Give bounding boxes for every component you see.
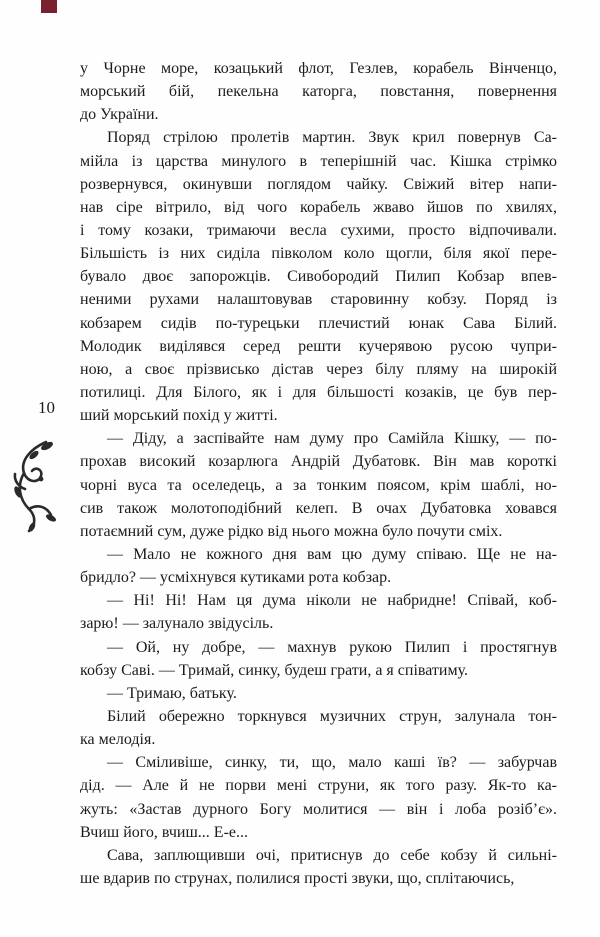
text-line: дід. — Але й не порви мені струни, як того разу. Як-то ка- [80,777,557,795]
text-line: — Ой, ну добре, — махнув рукою Пилип і простягнув [107,638,557,656]
floral-flourish-icon [10,437,58,535]
paragraph [80,126,557,427]
paragraph [80,682,557,705]
text-line: — Мало не кожного дня вам цю думу співаю. Ще не на- [107,545,557,563]
text-block [80,57,557,890]
text-line: ший морський похід у житті. [80,407,278,425]
paragraph [80,844,557,890]
bookmark-ribbon [41,0,57,13]
paragraph [80,57,557,126]
text-line: Більшість із них сиділа півколом коло щогли, біля якої пере- [80,245,557,263]
text-line: до України. [80,106,159,124]
text-line: кобзу Саві. — Тримай, синку, будеш грати, а я співатиму. [80,661,469,679]
text-line: потилиці. Для Білого, як і для більшості козаків, це був пер- [80,383,557,401]
text-line: бридло? — усміхнувся кутиками рота кобзар. [80,569,392,587]
text-line: — Ні! Ні! Нам ця дума ніколи не набридне! Співай, коб- [107,592,557,610]
text-line: розвернувся, окинувши поглядом чайку. Свіжий вітер напи- [80,175,557,193]
text-line: чорні вуса та оселедець, а за тонким поясом, крім шаблі, но- [80,476,557,494]
text-line: зарю! — залунало звідусіль. [80,615,274,633]
text-line: неними рухами налаштовував старовинну кобзу. Поряд із [80,291,557,309]
text-line: ка мелодія. [80,731,156,749]
text-line: ною, а своє прізвисько дістав через білу пляму на широкій [80,360,557,378]
paragraph [80,427,557,543]
text-line: потаємний сум, дуже рідко від нього можна було почути сміх. [80,522,503,540]
text-line: прохав високий козарлюга Андрій Дубатовк. Він мав короткі [80,453,557,471]
page-number: 10 [38,398,55,417]
paragraph [80,705,557,751]
text-line: морський бій, пекельна каторга, повстання, повернення [80,83,557,101]
text-line: ше вдарив по струнах, полилися прості звуки, що, сплітаючись, [80,869,515,887]
text-line: Сава, заплющивши очі, притиснув до себе кобзу й сильні- [107,846,557,864]
text-line: нав сіре вітрило, від чого корабель жваво йшов по хвилях, [80,198,557,216]
paragraph [80,751,557,844]
text-line: у Чорне море, козацький флот, Гезлев, корабель Вінченцо, [80,60,557,77]
text-line: Молодик виділявся серед решти кучерявою русою чупри- [80,337,557,355]
text-line: бувало двоє запорожців. Сивобородий Пилип Кобзар впев- [80,268,557,286]
text-line: і тому козаки, тримаючи весла сухими, просто відпочивали. [80,221,557,239]
text-line: Поряд стрілою пролетів мартин. Звук крил повернув Са- [107,129,557,147]
text-line: Вчиш його, вчиш... Е-е... [80,823,249,841]
paragraph [80,589,557,635]
text-line: жуть: «Застав дурного Богу молитися — він і лоба розіб’є». [80,800,557,818]
paragraph [80,636,557,682]
paragraph [80,543,557,589]
text-line: мійла із царства минулого в теперішній час. Кішка стрімко [80,152,557,170]
text-line: Білий обережно торкнувся музичних струн, залунала тон- [107,707,557,725]
text-line: — Сміливіше, синку, ти, що, мало каші їв? — забурчав [107,754,557,772]
text-line: кобзарем сидів по-турецьки плечистий юнак Сава Білий. [80,314,557,332]
text-line: сив також молотоподібний келеп. В очах Дубатовка ховався [80,499,557,517]
text-line: — Діду, а заспівайте нам думу про Самійла Кішку, — по- [107,430,557,448]
text-line: — Тримаю, батьку. [107,684,237,702]
